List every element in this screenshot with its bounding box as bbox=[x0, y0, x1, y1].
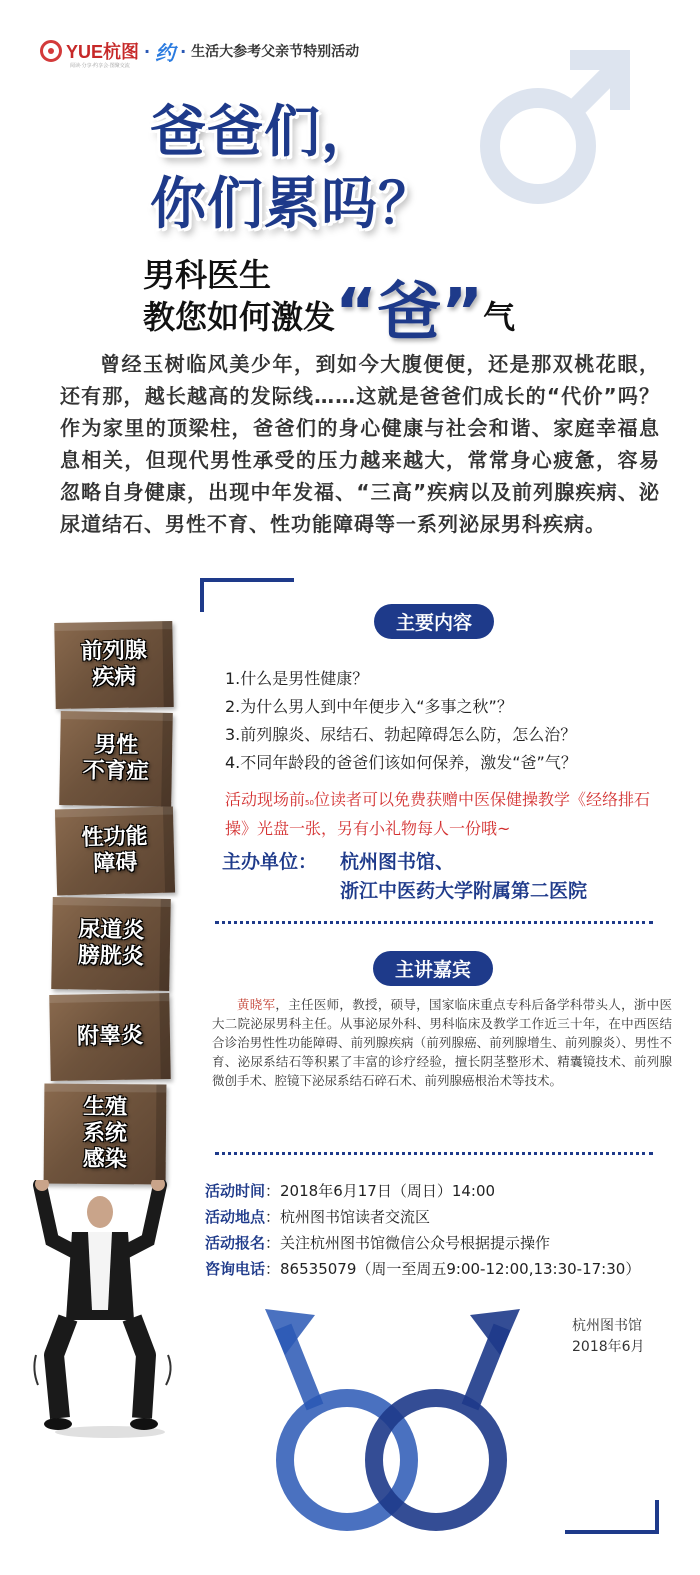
detail-row bbox=[205, 1230, 640, 1256]
corner-bracket-bottom bbox=[565, 1500, 659, 1534]
subheadline-prefix: 教您如何激发 bbox=[143, 298, 336, 336]
event-details bbox=[205, 1178, 640, 1282]
gift-suffix: 位读者可以免费获赠中医保健操教学《经络排石操》光盘一张，另有小礼物每人一份哦~ bbox=[225, 790, 650, 838]
detail-key: 活动时间 bbox=[205, 1182, 266, 1200]
wood-block bbox=[44, 1083, 167, 1184]
detail-value: ：86535079（周一至周五9:00-12:00,13:30-17:30） bbox=[265, 1260, 641, 1278]
gift-number: 50 bbox=[305, 799, 314, 807]
man-lifting-illustration bbox=[30, 1180, 180, 1440]
guest-bio-text: ，主任医师，教授，硕导，国家临床重点专科后备学科带头人，浙中医大二院泌尿男科主任。从事泌尿外科、男科临床及教学工作近三十年，在中西医结合诊治男性性功能障碍、前列腺疾病（前列腺癌、前列腺增生、前列腺炎）、男性不育、泌尿系结石等积累了丰富的诊疗经验，擅长阴茎整形术、精囊镜技术、前列腺微创手术、腔镜下泌尿系结石碎石术、前列腺癌根治术等技术。 bbox=[212, 997, 672, 1088]
block-label: 附睾炎 bbox=[76, 1023, 144, 1050]
subheadline-suffix: 气 bbox=[483, 298, 516, 336]
topic-item: 3.前列腺炎、尿结石、勃起障碍怎么防，怎么治？ bbox=[225, 725, 577, 744]
wood-block bbox=[59, 711, 173, 807]
header-bar bbox=[40, 38, 360, 69]
headline-line-2: 你们累吗？ bbox=[150, 172, 435, 237]
host-organizer-2: 浙江中医药大学附属第二医院 bbox=[340, 880, 588, 902]
topic-item: 1.什么是男性健康？ bbox=[225, 669, 369, 688]
topic-item: 2.为什么男人到中年便步入“多事之秋”？ bbox=[225, 697, 513, 716]
detail-key: 咨询电话 bbox=[205, 1260, 266, 1278]
separator-dot: · bbox=[144, 41, 151, 61]
logo-text: YUE杭图 bbox=[66, 42, 140, 62]
dotted-divider bbox=[215, 921, 653, 924]
detail-row bbox=[205, 1178, 640, 1204]
detail-value: ：杭州图书馆读者交流区 bbox=[265, 1208, 431, 1226]
block-label: 生殖 系统 感染 bbox=[82, 1094, 128, 1173]
footer-date: 2018年6月 bbox=[572, 1339, 645, 1355]
gift-notice bbox=[225, 787, 665, 842]
block-label: 尿道炎 膀胱炎 bbox=[77, 917, 145, 970]
subheadline-line-2 bbox=[143, 276, 516, 350]
guest-bio bbox=[212, 995, 672, 1090]
detail-key: 活动报名 bbox=[205, 1234, 266, 1252]
host-organizer-1: 杭州图书馆、 bbox=[340, 851, 455, 873]
intro-paragraph: 曾经玉树临风美少年，到如今大腹便便，还是那双桃花眼，还有那，越长越高的发际线……这就是爸爸们成长的“代价”吗？作为家里的顶梁柱，爸爸们的身心健康与社会和谐、家庭幸福息息相关，但现代男性承受的压力越来越大，常常身心疲惫，容易忽略自身健康，出现中年发福、“三高”疾病以及前列腺疾病、泌尿道结石、男性不育、性功能障碍等一系列泌尿男科疾病。 bbox=[60, 352, 660, 536]
host-label: 主办单位： bbox=[222, 851, 318, 873]
male-symbol-icon-right bbox=[340, 1295, 600, 1555]
subheadline-quote: “爸” bbox=[335, 276, 484, 350]
detail-row bbox=[205, 1204, 640, 1230]
topic-item: 4.不同年龄段的爸爸们该如何保养，激发“爸”气？ bbox=[225, 753, 577, 772]
wood-block bbox=[55, 806, 175, 895]
separator-dot: · bbox=[180, 41, 187, 61]
detail-key: 活动地点 bbox=[205, 1208, 266, 1226]
detail-row bbox=[205, 1256, 640, 1282]
wood-block bbox=[54, 621, 173, 709]
subheadline-line-1: 男科医生 bbox=[143, 256, 272, 294]
footer-organization: 杭州图书馆 bbox=[572, 1318, 642, 1334]
topic-list bbox=[225, 665, 577, 777]
block-label: 前列腺 疾病 bbox=[80, 638, 147, 691]
logo-mark-icon bbox=[40, 40, 62, 62]
yue-mark: 约 bbox=[155, 40, 176, 65]
detail-value: ：关注杭州图书馆微信公众号根据提示操作 bbox=[265, 1234, 551, 1252]
logo-subtitle: 阅读·分享·约享会·图聚交流 bbox=[70, 63, 130, 69]
block-label: 男性 不育症 bbox=[82, 732, 149, 785]
block-label: 性功能 障碍 bbox=[81, 824, 148, 877]
section-title-guest: 主讲嘉宾 bbox=[373, 951, 493, 986]
section-title-main: 主要内容 bbox=[374, 604, 494, 639]
corner-bracket-top bbox=[200, 578, 294, 612]
detail-value: ：2018年6月17日（周日）14:00 bbox=[265, 1182, 496, 1200]
dotted-divider bbox=[215, 1152, 653, 1155]
wood-block bbox=[49, 993, 170, 1081]
gift-prefix: 活动现场前 bbox=[225, 790, 306, 809]
event-title: 生活大参考父亲节特别活动 bbox=[191, 44, 360, 60]
male-symbol-icon-top bbox=[470, 40, 640, 210]
guest-name: 黄晓军 bbox=[237, 997, 276, 1012]
headline-line-1: 爸爸们， bbox=[150, 100, 378, 165]
wood-block bbox=[51, 897, 171, 991]
